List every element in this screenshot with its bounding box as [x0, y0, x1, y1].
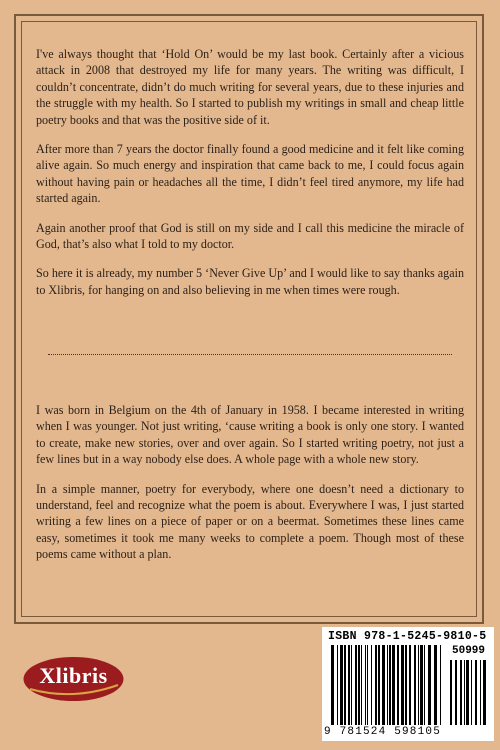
paragraph: I was born in Belgium on the 4th of January in 1958. I became interested in writing when I was younger. Not just writing, ‘cause writing a book is only one story. I wanted to create, make new stories, over and over again. So I started writing poetry, not just a few lines but in a way nobody else does. A whole page with a whole new story. — [36, 403, 464, 467]
paragraph: In a simple manner, poetry for everybody, where one doesn’t need a dictionary to understand, feel and recognize what the poem is about. Everywhere I was, I just started writing a few lines on a piece of paper or on a beermat. Sometimes these lines came easy, sometimes it took me many weeks to complete a poem. Though most of these poems came without a plan. — [36, 481, 464, 562]
top-text-section — [36, 46, 464, 311]
barcode-icon — [331, 645, 441, 725]
paragraph: I've always thought that ‘Hold On’ would be my last book. Certainly after a vicious attack in 2008 that destroyed my life for many years. The writing was difficult, I couldn’t concentrate, didn’t do much writing for several years, due to these injuries and the struggle with my health. So I started to publish my writings in small and cheap little poetry books and that was the positive side of it. — [36, 47, 464, 127]
paragraph: Again another proof that God is still on my side and I call this medicine the miracle of God, that’s also what I told to my doctor. — [36, 220, 464, 252]
addon-barcode-icon — [450, 660, 488, 725]
paragraph: So here it is already, my number 5 ‘Never Give Up’ and I would like to say thanks again to Xlibris, for hanging on and also believing in me when times were rough. — [36, 266, 464, 297]
dotted-divider — [48, 354, 452, 355]
logo-text: Xlibris — [39, 663, 108, 688]
paragraph: After more than 7 years the doctor finally found a good medicine and it felt like coming alive again. So much energy and inspiration that came back to me, I could focus again without having pain or headaches all the time, I didn’t feel tired anymore, my life had started again. — [36, 142, 464, 206]
publisher-logo — [22, 655, 125, 703]
author-bio-section — [36, 402, 464, 576]
isbn-label: ISBN 978-1-5245-9810-5 — [328, 630, 487, 643]
price-code: 50999 — [452, 645, 486, 657]
barcode-number: 9 781524 598105 — [324, 726, 442, 738]
